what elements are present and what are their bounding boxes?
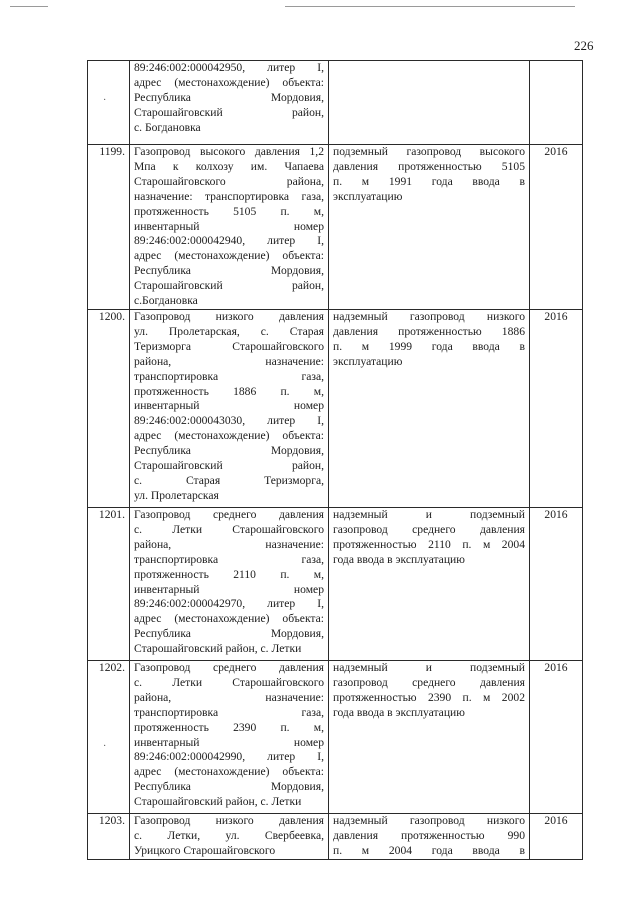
object-name-line: с.Богдановка — [134, 294, 198, 308]
object-name-line: 89:246:002:000042940, литер I, — [134, 234, 324, 248]
object-description-cell — [329, 61, 530, 145]
object-name-line: Газопровод среднего давления — [134, 660, 324, 674]
object-description-line: п. м 1999 года ввода в — [333, 339, 525, 353]
object-description-line: надземный газопровод низкого — [333, 813, 525, 827]
year-cell — [530, 61, 583, 145]
year-cell: 2016 — [530, 660, 583, 813]
object-description-line: давления протяженностью 1886 — [333, 324, 525, 338]
table-row — [88, 660, 583, 813]
object-name-line: 89:246:002:000042970, литер I, — [134, 597, 324, 611]
object-description-line: протяженностью 2110 п. м 2004 — [333, 537, 525, 551]
object-name-line: ул. Пролетарская, с. Старая — [134, 324, 324, 338]
object-name-line: инвентарный номер — [134, 582, 324, 596]
object-description-cell — [329, 660, 530, 813]
year-cell: 2016 — [530, 813, 583, 859]
object-description-line: эксплуатацию — [333, 354, 403, 368]
object-name-line: Республика Мордовия, — [134, 90, 324, 104]
scan-speck: · — [103, 741, 107, 752]
year-cell: 2016 — [530, 145, 583, 310]
row-number: 1201. — [88, 507, 130, 660]
object-description-cell — [329, 145, 530, 310]
object-description-line: п. м 1991 года ввода в — [333, 174, 525, 188]
object-description-line: надземный и подземный — [333, 507, 525, 521]
object-name-line: протяженность 5105 п. м, — [134, 204, 324, 218]
object-name-line: протяженность 1886 п. м, — [134, 384, 324, 398]
object-description-cell — [329, 507, 530, 660]
object-name-line: транспортировка газа, — [134, 369, 324, 383]
object-name-line: Старошайговского района, — [134, 174, 324, 188]
scan-artifact-line — [10, 6, 48, 7]
object-name-line: 89:246:002:000042950, литер I, — [134, 61, 324, 74]
object-description-cell — [329, 813, 530, 859]
object-name-line: Газопровод низкого давления — [134, 813, 324, 827]
object-description-line: надземный газопровод низкого — [333, 309, 525, 323]
scan-speck: · — [103, 95, 107, 106]
object-name-line: ул. Пролетарская — [134, 488, 219, 502]
object-name-cell — [130, 61, 329, 145]
object-description-line: года ввода в эксплуатацию — [333, 552, 465, 566]
object-name-line: Газопровод среднего давления — [134, 507, 324, 521]
object-name-line: района, назначение: — [134, 537, 324, 551]
object-name-line: Республика Мордовия, — [134, 264, 324, 278]
object-name-cell — [130, 145, 329, 310]
object-name-line: Республика Мордовия, — [134, 444, 324, 458]
page-number: 226 — [574, 38, 594, 53]
object-name-line: района, назначение: — [134, 354, 324, 368]
object-name-line: Старошайговский район, — [134, 279, 324, 293]
year-cell: 2016 — [530, 507, 583, 660]
object-name-line: Республика Мордовия, — [134, 627, 324, 641]
object-name-line: района, назначение: — [134, 690, 324, 704]
object-name-line: адрес (местонахождение) объекта: — [134, 612, 324, 626]
table-row — [88, 145, 583, 310]
row-number — [88, 61, 130, 145]
object-name-line: Старошайговский район, — [134, 459, 324, 473]
object-name-line: инвентарный номер — [134, 399, 324, 413]
object-name-cell — [130, 660, 329, 813]
object-description-line: года ввода в эксплуатацию — [333, 705, 465, 719]
object-name-line: с. Летки Старошайговского — [134, 522, 324, 536]
object-name-line: Республика Мордовия, — [134, 780, 324, 794]
row-number: 1199. — [88, 145, 130, 310]
row-number: 1202. — [88, 660, 130, 813]
object-name-line: адрес (местонахождение) объекта: — [134, 249, 324, 263]
object-name-line: транспортировка газа, — [134, 705, 324, 719]
object-name-cell — [130, 507, 329, 660]
object-name-line: с. Богдановка — [134, 120, 201, 134]
object-name-cell — [130, 813, 329, 859]
object-name-line: с. Летки Старошайговского — [134, 675, 324, 689]
object-name-line: Урицкого Старошайговского — [134, 843, 276, 857]
object-name-line: адрес (местонахождение) объекта: — [134, 75, 324, 89]
table-row — [88, 507, 583, 660]
object-name-line: протяженность 2110 п. м, — [134, 567, 324, 581]
table-row — [88, 813, 583, 859]
object-name-line: Старошайговский район, с. Летки — [134, 642, 302, 656]
object-name-line: адрес (местонахождение) объекта: — [134, 429, 324, 443]
object-name-line: 89:246:002:000043030, литер I, — [134, 414, 324, 428]
object-description-line: давления протяженностью 990 — [333, 828, 525, 842]
object-name-line: с. Старая Теризморга, — [134, 473, 324, 487]
table-row — [88, 309, 583, 507]
object-name-line: Газопровод низкого давления — [134, 309, 324, 323]
scan-artifact-line — [285, 6, 575, 7]
table-row — [88, 61, 583, 145]
object-description-line: газопровод среднего давления — [333, 675, 525, 689]
object-name-line: Мпа к колхозу им. Чапаева — [134, 159, 324, 173]
object-name-line: Старошайговский район, — [134, 105, 324, 119]
object-description-line: надземный и подземный — [333, 660, 525, 674]
object-description-line: эксплуатацию — [333, 189, 403, 203]
object-description-line: п. м 2004 года ввода в — [333, 843, 525, 857]
object-description-line: протяженностью 2390 п. м 2002 — [333, 690, 525, 704]
object-name-cell — [130, 309, 329, 507]
object-description-line: давления протяженностью 5105 — [333, 159, 525, 173]
object-description-line: подземный газопровод высокого — [333, 145, 525, 158]
property-table — [87, 60, 583, 860]
object-name-line: назначение: транспортировка газа, — [134, 189, 324, 203]
table-body — [88, 61, 583, 860]
object-name-line: с. Летки, ул. Свербеевка, — [134, 828, 324, 842]
object-description-line: газопровод среднего давления — [333, 522, 525, 536]
object-name-line: Старошайговский район, с. Летки — [134, 795, 302, 809]
object-name-line: инвентарный номер — [134, 219, 324, 233]
object-name-line: адрес (местонахождение) объекта: — [134, 765, 324, 779]
object-name-line: протяженность 2390 п. м, — [134, 720, 324, 734]
object-name-line: инвентарный номер — [134, 735, 324, 749]
row-number: 1203. — [88, 813, 130, 859]
object-name-line: 89:246:002:000042990, литер I, — [134, 750, 324, 764]
row-number: 1200. — [88, 309, 130, 507]
object-name-line: Теризморга Старошайговского — [134, 339, 324, 353]
object-name-line: транспортировка газа, — [134, 552, 324, 566]
object-name-line: Газопровод высокого давления 1,2 — [134, 145, 324, 158]
object-description-cell — [329, 309, 530, 507]
year-cell: 2016 — [530, 309, 583, 507]
